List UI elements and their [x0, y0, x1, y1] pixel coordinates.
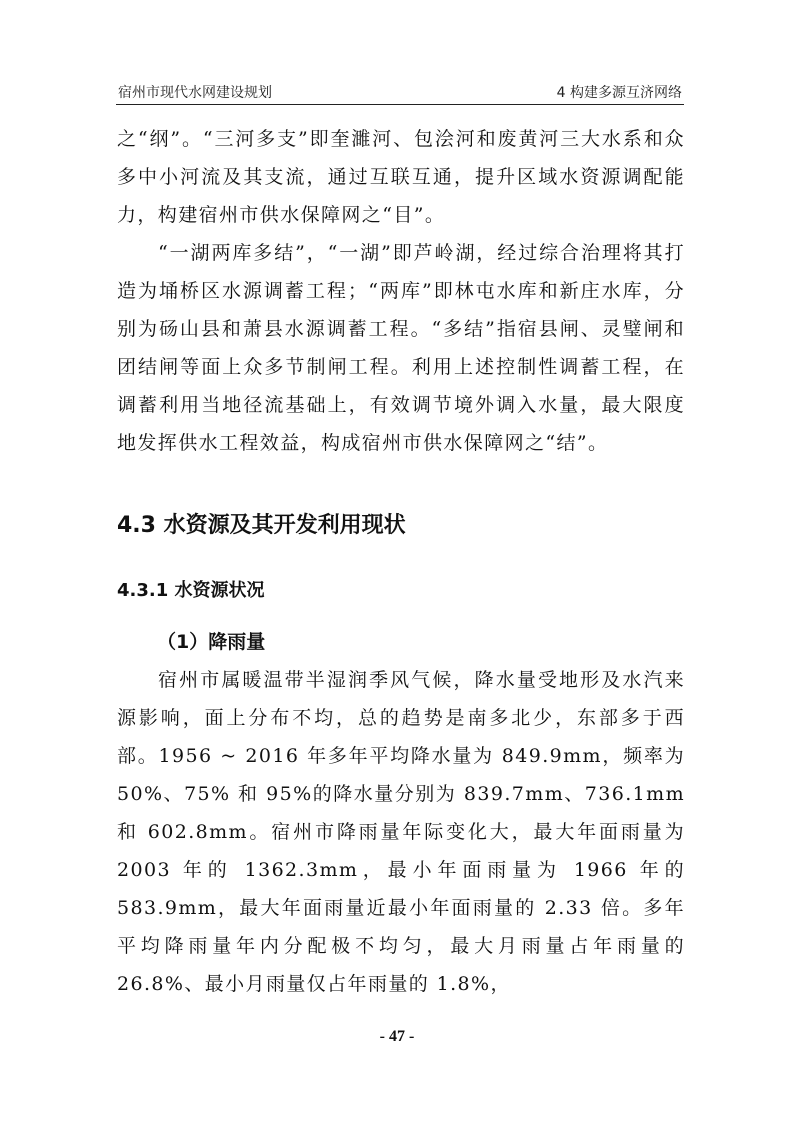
header-chapter-title: 4 构建多源互济网络 — [556, 85, 682, 101]
page-number: - 47 - — [379, 1028, 415, 1045]
body-text-bottom — [117, 661, 685, 1001]
paragraph-lake-reservoirs: “一湖两库多结”，“一湖”即芦岭湖，经过综合治理将其打造为埇桥区水源调蓄工程；“两库”即林屯水库和新庄水库，分别为砀山县和萧县水源调蓄工程。“多结”指宿县闸、灵璧闸和团结闸等面上众多节制闸工程。利用上述控制性调蓄工程，在调蓄利用当地径流基础上，有效调节境外调入水量，最大限度地发挥供水工程效益，构成宿州市供水保障网之“结”。 — [117, 242, 685, 454]
header-document-title: 宿州市现代水网建设规划 — [118, 85, 272, 101]
subsection-heading: 4.3.1 水资源状况 — [117, 580, 265, 601]
running-header — [118, 82, 682, 106]
subsubsection-heading: （1）降雨量 — [157, 631, 266, 653]
paragraph-rainfall: 宿州市属暖温带半湿润季风气候，降水量受地形及水汽来源影响，面上分布不均，总的趋势是南多北少，东部多于西部。1956 ~ 2016 年多年平均降水量为 849.9mm，频率为 50%、75% 和 95%的降水量分别为 839.7mm、736.1mm 和 602.8mm。宿州市降雨量年际变化大，最大年面雨量为 2003 年的 1362.3mm，最小年面雨量为 1966 年的 583.9mm，最大年面雨量近最小年面雨量的 2.33 倍。多年平均降雨量年内分配极不均匀，最大月雨量占年雨量的 26.8%、最小月雨量仅占年雨量的 1.8%， — [117, 669, 685, 995]
header-divider — [116, 104, 684, 105]
section-heading: 4.3 水资源及其开发利用现状 — [117, 513, 406, 538]
body-text-top — [117, 120, 685, 520]
paragraph-continuation: 之“纲”。“三河多支”即奎濉河、包浍河和废黄河三大水系和众多中小河流及其支流，通过互联互通，提升区域水资源调配能力，构建宿州市供水保障网之“目”。 — [117, 128, 685, 226]
